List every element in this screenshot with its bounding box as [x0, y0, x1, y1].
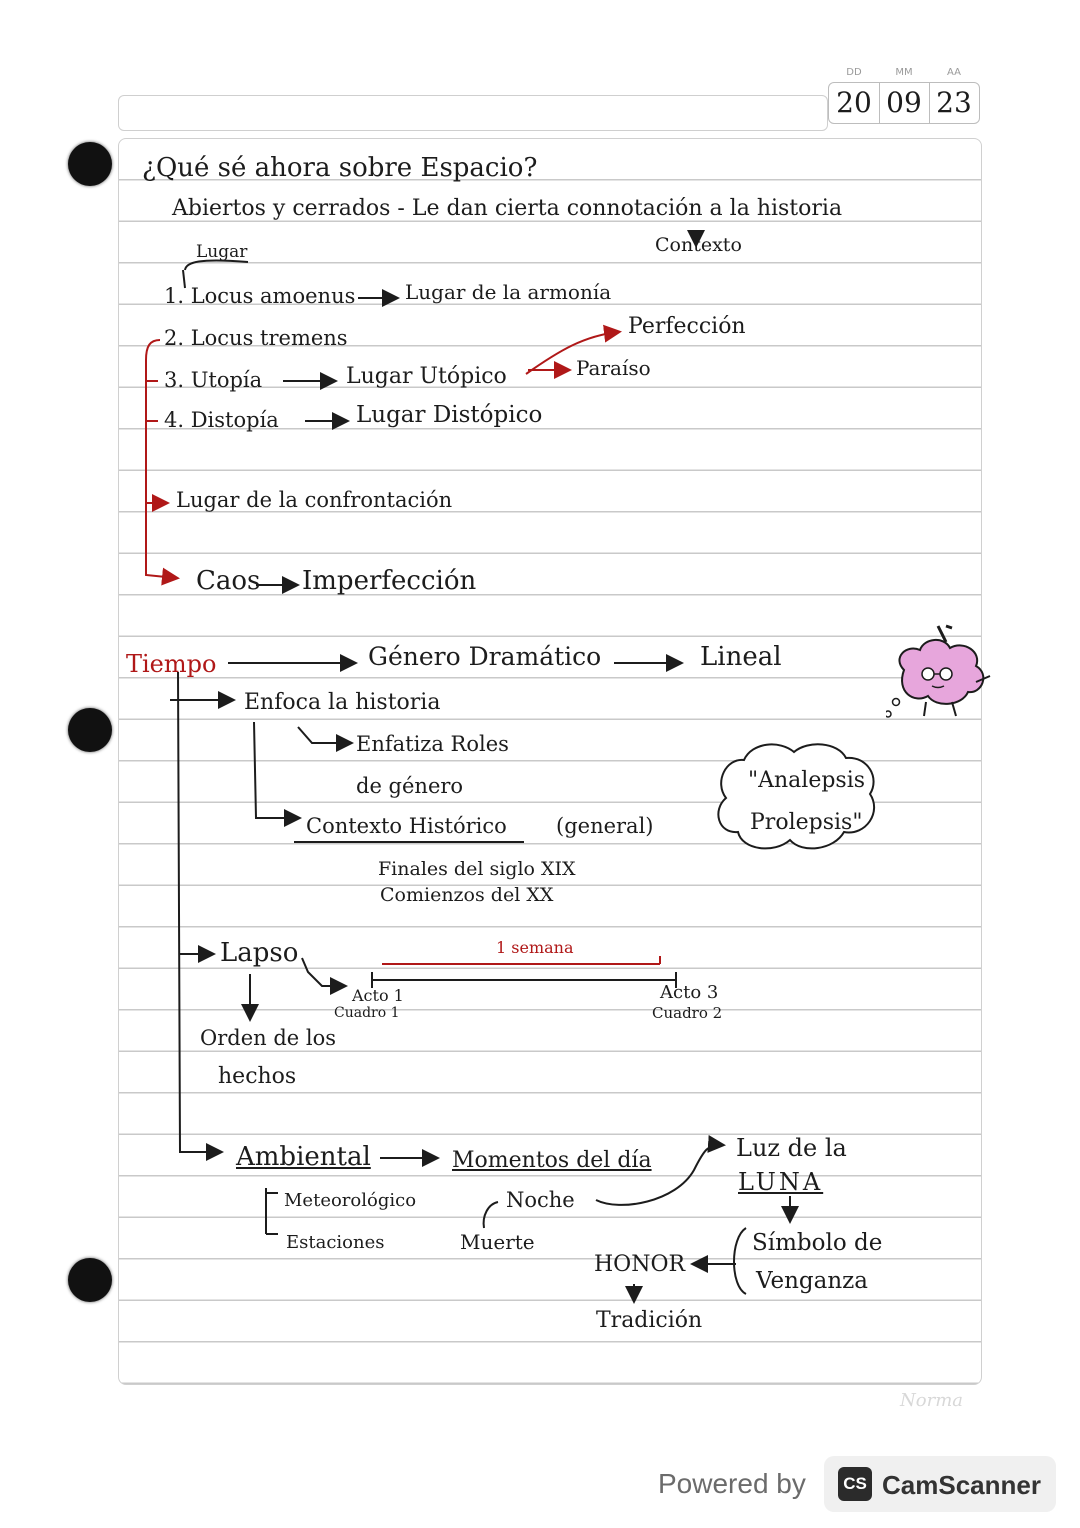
analepsis-text: "Analepsis — [748, 768, 866, 793]
date-day: 20 — [829, 83, 880, 123]
thought-cloud — [714, 738, 882, 856]
ambiental-text: Ambiental — [236, 1142, 371, 1172]
powered-by-text: Powered by — [658, 1468, 806, 1499]
camscanner-name: CamScanner — [882, 1470, 1041, 1500]
perfeccion-text: Perfección — [628, 314, 746, 339]
tiempo-title: Tiempo — [126, 650, 217, 678]
distopia-item: 4. Distopía — [164, 408, 279, 432]
acto-3: Acto 3 — [660, 982, 719, 1003]
utopia-item: 3. Utopía — [164, 368, 263, 392]
date-month: 09 — [879, 83, 930, 123]
locus-tremens-item: 2. Locus tremens — [164, 326, 348, 350]
orden-de-los: Orden de los — [200, 1026, 337, 1050]
camscanner-badge — [824, 1456, 1056, 1512]
prolepsis-text: Prolepsis" — [750, 810, 863, 835]
general-text: (general) — [556, 814, 654, 838]
luna-text: LUNA — [738, 1168, 824, 1196]
locus-amoenus-item: 1. Locus amoenus — [164, 284, 356, 308]
imperfeccion-text: Imperfección — [302, 566, 477, 596]
espacio-intro: Abiertos y cerrados - Le dan cierta connotación a la historia — [172, 196, 843, 221]
lugar-confrontacion: Lugar de la confrontación — [176, 488, 453, 512]
brain-doodle — [886, 622, 996, 722]
honor-text: HONOR — [594, 1252, 686, 1277]
hechos-text: hechos — [218, 1064, 297, 1089]
estaciones-text: Estaciones — [286, 1232, 385, 1253]
noche-text: Noche — [506, 1188, 575, 1212]
lugar-armonia: Lugar de la armonía — [405, 280, 612, 304]
date-label-month: MM — [895, 67, 913, 78]
date-label-year: AA — [947, 67, 961, 78]
date-label-day: DD — [846, 67, 862, 78]
acto-1: Acto 1 — [352, 986, 404, 1005]
simbolo-de: Símbolo de — [752, 1230, 883, 1256]
comienzos-siglo: Comienzos del XX — [380, 884, 554, 906]
cuadro-1: Cuadro 1 — [334, 1005, 400, 1021]
notebook-brand: Norma — [900, 1390, 963, 1411]
una-semana: 1 semana — [496, 938, 574, 957]
contexto-historico: Contexto Histórico — [306, 814, 507, 838]
lugar-distopico: Lugar Distópico — [356, 402, 543, 428]
enfatiza-roles: Enfatiza Roles — [356, 732, 509, 756]
contexto-label: Contexto — [655, 234, 742, 256]
de-genero: de género — [356, 774, 464, 798]
genero-dramatico: Género Dramático — [368, 642, 602, 671]
tradicion-text: Tradición — [596, 1308, 703, 1333]
espacio-question: ¿Qué sé ahora sobre Espacio? — [142, 153, 538, 183]
date-year: 23 — [936, 86, 972, 119]
meteorologico-text: Meteorológico — [284, 1190, 417, 1211]
caos-text: Caos — [196, 566, 261, 596]
lugar-label: Lugar — [196, 242, 248, 262]
venganza-text: Venganza — [756, 1268, 869, 1294]
cuadro-2: Cuadro 2 — [652, 1004, 723, 1022]
luz-de-la: Luz de la — [736, 1134, 847, 1162]
paraiso-text: Paraíso — [576, 356, 651, 380]
lineal-text: Lineal — [700, 642, 782, 672]
lugar-utopico: Lugar Utópico — [346, 364, 507, 389]
enfoca-historia: Enfoca la historia — [244, 690, 441, 715]
lapso-text: Lapso — [220, 938, 299, 968]
muerte-text: Muerte — [460, 1230, 535, 1254]
camscanner-logo-icon: CS — [838, 1467, 872, 1501]
finales-siglo: Finales del siglo XIX — [378, 858, 576, 880]
momentos-del-dia: Momentos del día — [452, 1148, 652, 1173]
